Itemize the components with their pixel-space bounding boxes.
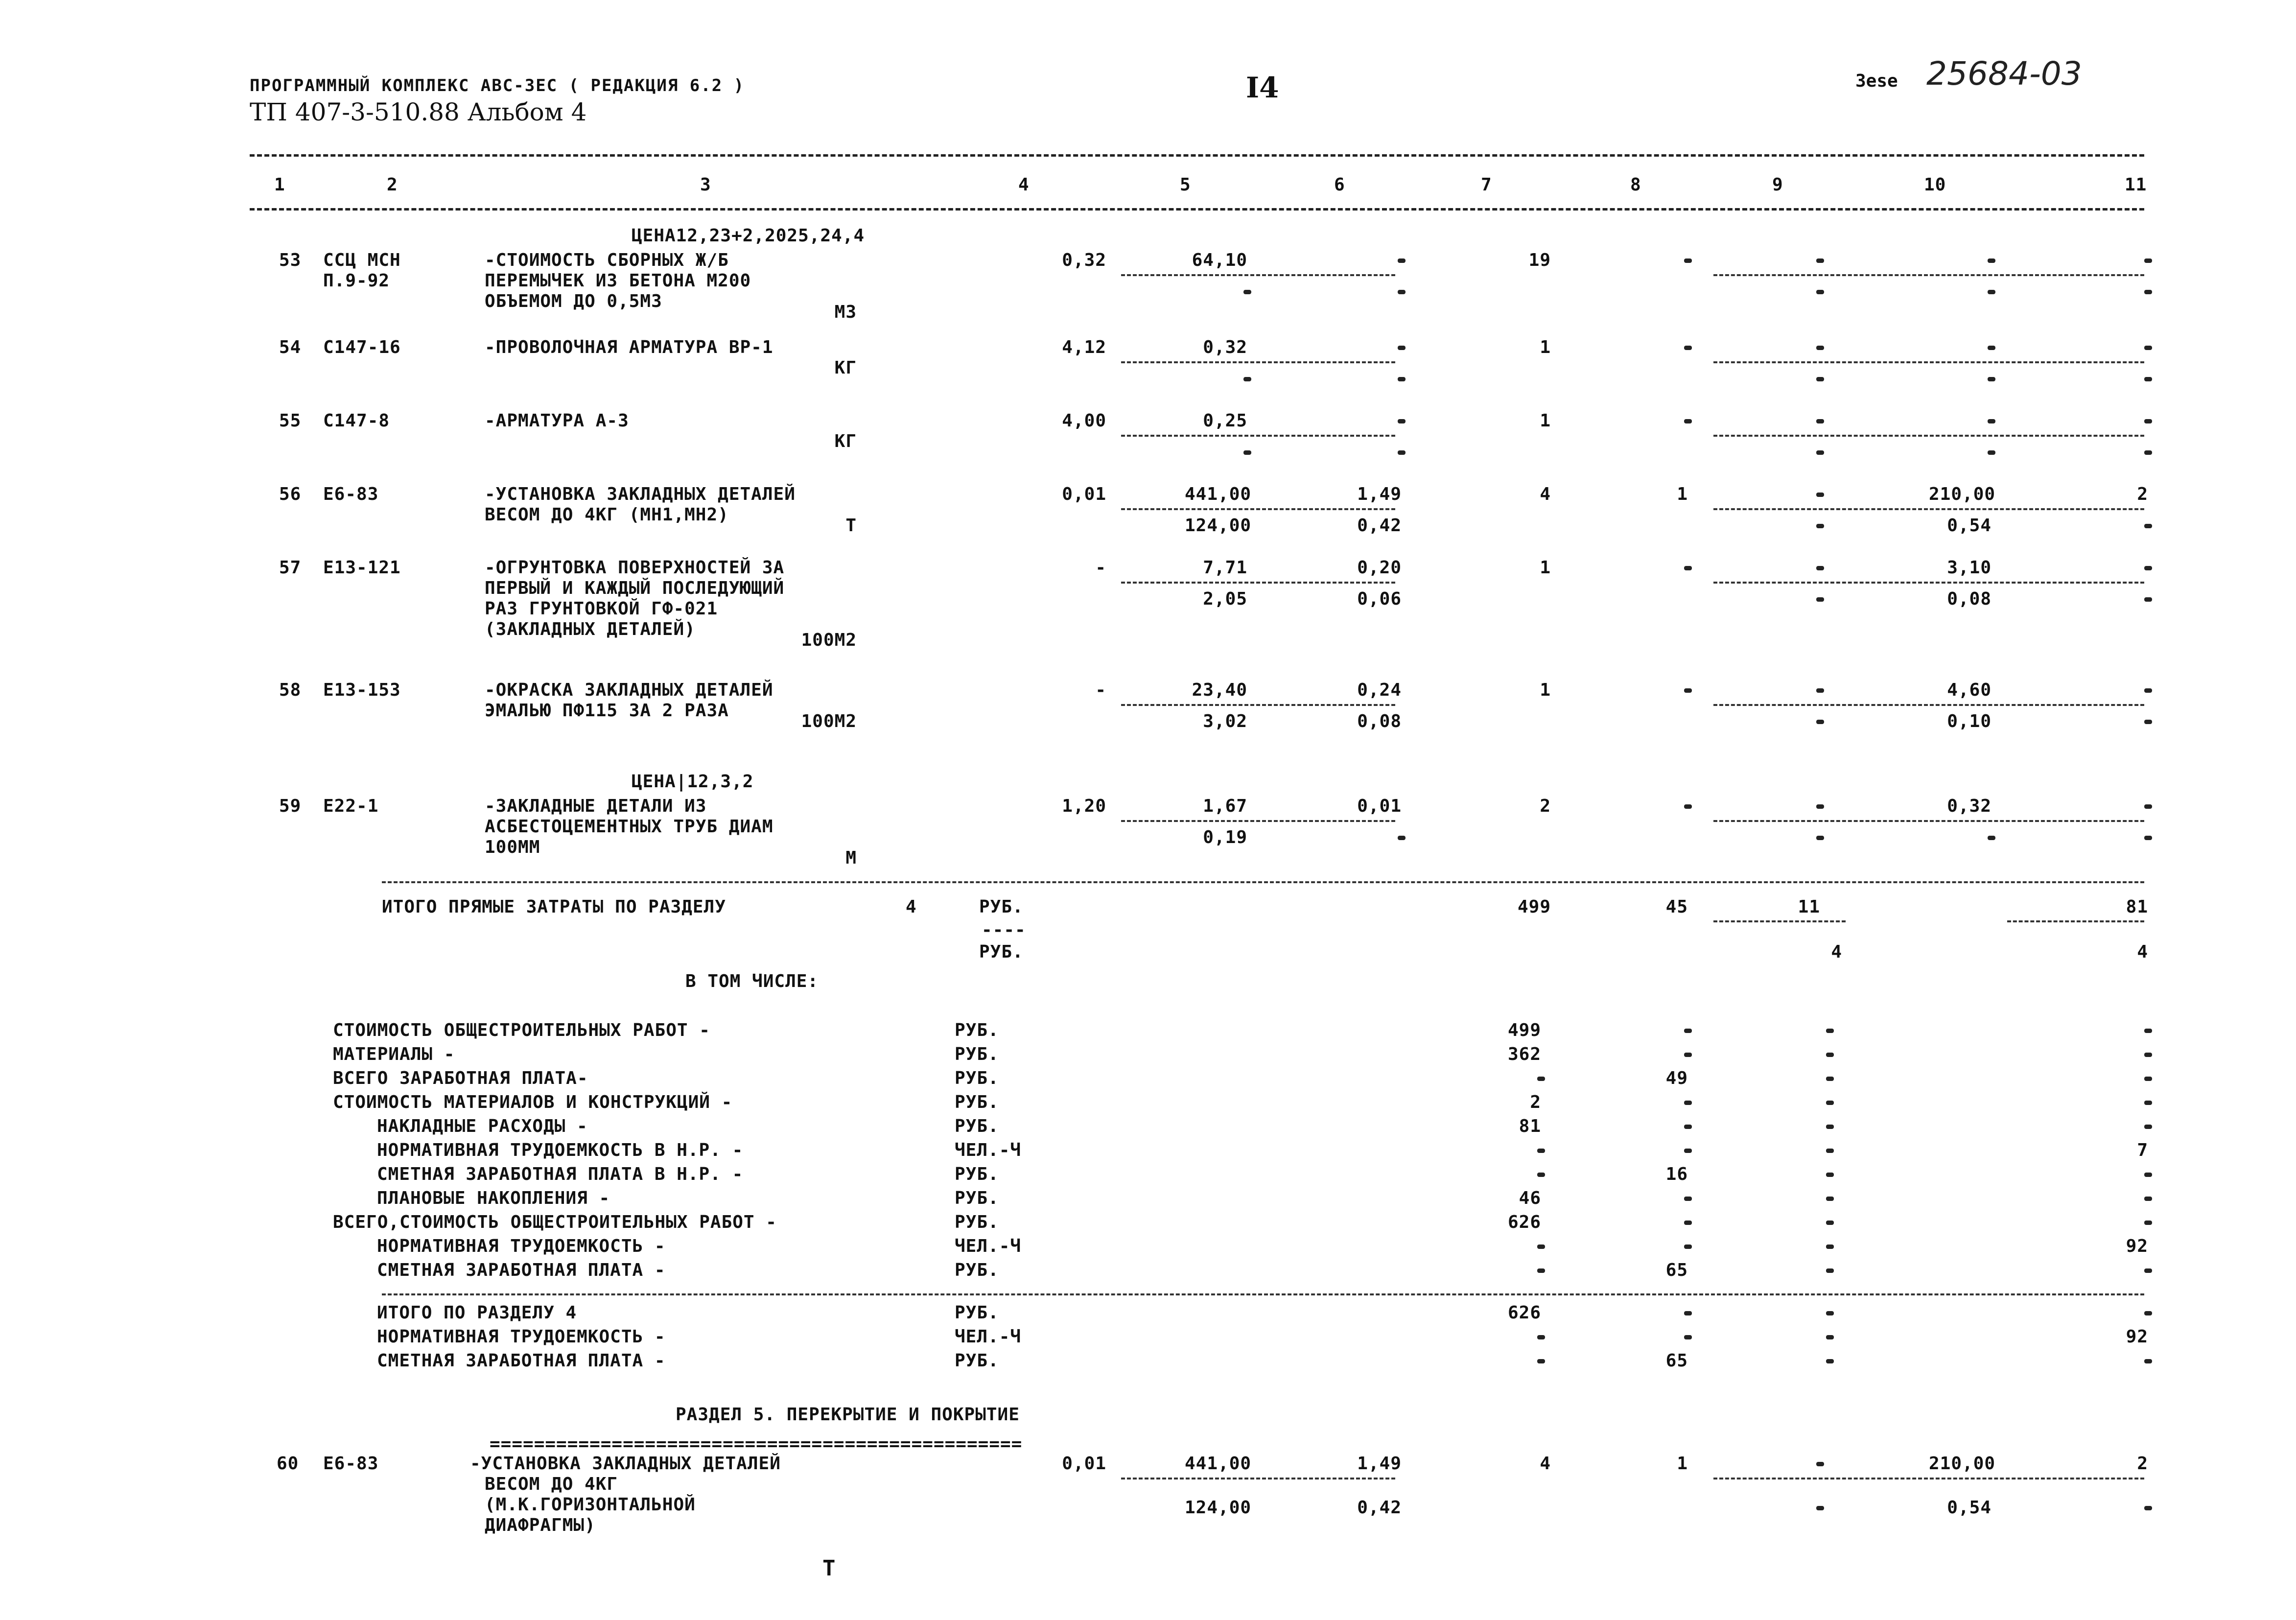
summary-cost-dash <box>1537 1244 1545 1249</box>
work-description: ПЕРВЫЙ И КАЖДЫЙ ПОСЛЕДУЮЩИЙ <box>485 578 785 598</box>
summary-cost: 2 <box>1530 1092 1541 1112</box>
total-wage-dash <box>1684 419 1692 423</box>
labour-hours-b-dash <box>2144 450 2152 455</box>
summary-line-label: СМЕТНАЯ ЗАРАБОТНАЯ ПЛАТА - <box>377 1260 666 1280</box>
direct-machine: 11 <box>1798 897 1820 917</box>
cell-separator <box>1713 508 2144 510</box>
including-label: В ТОМ ЧИСЛЕ: <box>685 971 819 991</box>
labour-hours: 2 <box>2137 484 2148 504</box>
unit-wage-b: 0,42 <box>1357 1498 1402 1518</box>
work-description: -ПРОВОЛОЧНАЯ АРМАТУРА ВР-1 <box>485 337 773 357</box>
cell-separator <box>1713 820 2144 822</box>
program-header: ПРОГРАММНЫЙ КОМПЛЕКС АВС-ЗЕС ( РЕДАКЦИЯ 6.2 ) <box>250 76 745 95</box>
section-total-machine-dash <box>1826 1335 1834 1339</box>
unit-price-b: 0,19 <box>1203 827 1247 847</box>
materials-weight: 210,00 <box>1929 1454 1996 1474</box>
cell-separator <box>1121 820 1395 822</box>
direct-hours: 81 <box>2126 897 2148 917</box>
doc-label: 3ese <box>1855 71 1898 91</box>
cell-separator <box>1121 435 1395 437</box>
column-header-rule <box>250 208 2144 211</box>
summary-line-label: НОРМАТИВНАЯ ТРУДОЕМКОСТЬ В Н.Р. - <box>377 1140 744 1160</box>
summary-line-unit: РУБ. <box>955 1092 999 1112</box>
summary-line-label: НАКЛАДНЫЕ РАСХОДЫ - <box>377 1116 588 1136</box>
norm-code: Е13-121 <box>323 558 401 578</box>
column-header-5: 5 <box>1180 175 1191 195</box>
unit-price-b-dash <box>1243 290 1251 294</box>
summary-line-label: ВСЕГО,СТОИМОСТЬ ОБЩЕСТРОИТЕЛЬНЫХ РАБОТ - <box>333 1212 777 1232</box>
unit-wage: 1,49 <box>1357 1454 1402 1474</box>
cell-separator <box>1121 361 1395 363</box>
summary-hours-dash <box>2144 1221 2152 1225</box>
cell-separator <box>1121 582 1395 584</box>
quantity: - <box>1095 680 1106 700</box>
work-description: -УСТАНОВКА ЗАКЛАДНЫХ ДЕТАЛЕЙ <box>470 1454 781 1474</box>
materials-weight: 210,00 <box>1929 484 1996 504</box>
work-description: ПЕРЕМЫЧЕК ИЗ БЕТОНА М200 <box>485 271 751 291</box>
column-header-9: 9 <box>1772 175 1783 195</box>
total-cost: 1 <box>1540 337 1551 357</box>
summary-wage: 65 <box>1665 1260 1688 1280</box>
section-total-rule <box>382 1293 2144 1295</box>
cell-separator <box>1713 1478 2144 1479</box>
norm-code: Е13-153 <box>323 680 401 700</box>
norm-code: Е22-1 <box>323 796 379 816</box>
currency-unit: РУБ. <box>979 942 1024 962</box>
unit-price-b: 124,00 <box>1185 516 1252 536</box>
unit-price: 64,10 <box>1192 250 1247 270</box>
summary-machine-dash <box>1826 1149 1834 1153</box>
machine-cost-dash <box>1816 804 1824 809</box>
labour-hours-b-dash <box>2144 290 2152 294</box>
direct-machine-wage: 4 <box>1831 942 1842 962</box>
work-description: ВЕСОМ ДО 4КГ <box>485 1474 618 1494</box>
direct-hours-b: 4 <box>2137 942 2148 962</box>
total-cost: 1 <box>1540 411 1551 431</box>
unit-wage-b-dash <box>1398 377 1406 381</box>
unit-wage: 0,20 <box>1357 558 1402 578</box>
summary-line-unit: РУБ. <box>955 1068 999 1088</box>
section-total-wage-dash <box>1684 1311 1692 1315</box>
summary-cost: 626 <box>1507 1212 1541 1232</box>
unit-price: 0,25 <box>1203 411 1247 431</box>
summary-machine-dash <box>1826 1244 1834 1249</box>
doc-number: 25684-03 <box>1926 55 2082 93</box>
materials-weight-b: 0,54 <box>1947 1498 1991 1518</box>
summary-line-label: ВСЕГО ЗАРАБОТНАЯ ПЛАТА- <box>333 1068 588 1088</box>
materials-weight-b-dash <box>1988 836 1995 840</box>
materials-weight-b: 0,54 <box>1947 516 1991 536</box>
materials-weight-dash <box>1988 419 1995 423</box>
total-wage: 1 <box>1677 484 1688 504</box>
summary-cost: 81 <box>1519 1116 1541 1136</box>
unit-of-measure: КГ <box>834 358 857 378</box>
unit-price: 1,67 <box>1203 796 1247 816</box>
labour-hours-b-dash <box>2144 524 2152 528</box>
column-header-7: 7 <box>1481 175 1492 195</box>
summary-line-unit: РУБ. <box>955 1020 999 1040</box>
summary-line-unit: РУБ. <box>955 1212 999 1232</box>
summary-hours-dash <box>2144 1029 2152 1033</box>
materials-weight-b-dash <box>1988 450 1995 455</box>
labour-hours-b-dash <box>2144 720 2152 724</box>
summary-machine-dash <box>1826 1173 1834 1177</box>
cell-separator <box>1713 920 1846 922</box>
summary-wage-dash <box>1684 1101 1692 1105</box>
machine-cost-b-dash <box>1816 836 1824 840</box>
total-wage-dash <box>1684 804 1692 809</box>
summary-line-unit: ЧЕЛ.-Ч <box>955 1236 1022 1256</box>
cell-separator <box>1121 704 1395 706</box>
direct-costs-label: ИТОГО ПРЯМЫЕ ЗАТРАТЫ ПО РАЗДЕЛУ <box>382 897 726 917</box>
column-header-6: 6 <box>1334 175 1345 195</box>
row-number: 56 <box>279 484 302 504</box>
labour-hours-b-dash <box>2144 597 2152 602</box>
machine-cost-dash <box>1816 566 1824 570</box>
machine-cost-b-dash <box>1816 597 1824 602</box>
machine-cost-b-dash <box>1816 1506 1824 1510</box>
cell-separator <box>2007 920 2144 922</box>
total-cost: 2 <box>1540 796 1551 816</box>
unit-of-measure: М <box>845 848 857 868</box>
unit-price-b-dash <box>1243 377 1251 381</box>
section-total-hours-dash <box>2144 1359 2152 1363</box>
cell-separator <box>1713 361 2144 363</box>
summary-hours-dash <box>2144 1053 2152 1057</box>
summary-cost-dash <box>1537 1268 1545 1273</box>
total-cost: 1 <box>1540 558 1551 578</box>
unit-wage-b: 0,42 <box>1357 516 1402 536</box>
summary-machine-dash <box>1826 1221 1834 1225</box>
row-number: 54 <box>279 337 302 357</box>
unit-price: 23,40 <box>1192 680 1247 700</box>
labour-hours-dash <box>2144 346 2152 350</box>
total-cost: 1 <box>1540 680 1551 700</box>
labour-hours-b-dash <box>2144 1506 2152 1510</box>
column-header-8: 8 <box>1630 175 1641 195</box>
labour-hours-dash <box>2144 804 2152 809</box>
column-header-10: 10 <box>1924 175 1946 195</box>
materials-weight-b: 0,10 <box>1947 711 1991 731</box>
machine-cost-dash <box>1816 493 1824 497</box>
summary-machine-dash <box>1826 1268 1834 1273</box>
norm-code: С147-8 <box>323 411 390 431</box>
totals-rule <box>382 881 2144 883</box>
direct-wage: 45 <box>1665 897 1688 917</box>
summary-hours-dash <box>2144 1101 2152 1105</box>
summary-line-unit: ЧЕЛ.-Ч <box>955 1140 1022 1160</box>
summary-cost: 46 <box>1519 1188 1541 1208</box>
machine-cost-b-dash <box>1816 450 1824 455</box>
summary-machine-dash <box>1826 1077 1834 1081</box>
labour-hours-dash <box>2144 566 2152 570</box>
unit-wage: 0,24 <box>1357 680 1402 700</box>
summary-machine-dash <box>1826 1053 1834 1057</box>
work-description: АСБЕСТОЦЕМЕНТНЫХ ТРУБ ДИАМ <box>485 817 773 837</box>
materials-weight: 3,10 <box>1947 558 1991 578</box>
materials-weight-dash <box>1988 258 1995 263</box>
summary-hours-dash <box>2144 1173 2152 1177</box>
row-number: 58 <box>279 680 302 700</box>
column-header-3: 3 <box>700 175 711 195</box>
summary-machine-dash <box>1826 1101 1834 1105</box>
project-code: ТП 407-3-510.88 Альбом 4 <box>250 98 587 126</box>
summary-wage-dash <box>1684 1053 1692 1057</box>
summary-line-label: СМЕТНАЯ ЗАРАБОТНАЯ ПЛАТА В Н.Р. - <box>377 1164 744 1184</box>
machine-cost-dash <box>1816 688 1824 693</box>
summary-line-label: СТОИМОСТЬ ОБЩЕСТРОИТЕЛЬНЫХ РАБОТ - <box>333 1020 710 1040</box>
machine-cost-b-dash <box>1816 524 1824 528</box>
summary-line-label: НОРМАТИВНАЯ ТРУДОЕМКОСТЬ - <box>377 1236 666 1256</box>
cell-separator <box>1121 274 1395 276</box>
materials-weight-b-dash <box>1988 290 1995 294</box>
section-total-unit: РУБ. <box>955 1351 999 1371</box>
column-header-11: 11 <box>2125 175 2147 195</box>
summary-hours: 92 <box>2126 1236 2148 1256</box>
unit-price-b: 3,02 <box>1203 711 1247 731</box>
unit-dashes: ---- <box>982 920 1026 940</box>
row-number: 53 <box>279 250 302 270</box>
total-wage-dash <box>1684 258 1692 263</box>
work-description: -АРМАТУРА А-3 <box>485 411 629 431</box>
norm-code: П.9-92 <box>323 271 390 291</box>
summary-line-unit: РУБ. <box>955 1164 999 1184</box>
section-total-hours-dash <box>2144 1311 2152 1315</box>
unit-wage: 1,49 <box>1357 484 1402 504</box>
machine-cost-b-dash <box>1816 290 1824 294</box>
section-number: 4 <box>906 897 917 917</box>
page-number: I4 <box>1246 71 1279 104</box>
work-description: ОБЪЕМОМ ДО 0,5М3 <box>485 291 662 311</box>
summary-wage-dash <box>1684 1149 1692 1153</box>
machine-cost-dash <box>1816 419 1824 423</box>
unit-price-b: 2,05 <box>1203 589 1247 609</box>
unit-wage-dash <box>1398 419 1406 423</box>
machine-cost-b-dash <box>1816 720 1824 724</box>
column-header-2: 2 <box>387 175 398 195</box>
summary-wage-dash <box>1684 1221 1692 1225</box>
norm-code: Е6-83 <box>323 1454 379 1474</box>
summary-line-label: ПЛАНОВЫЕ НАКОПЛЕНИЯ - <box>377 1188 610 1208</box>
unit-wage: 0,01 <box>1357 796 1402 816</box>
summary-line-unit: РУБ. <box>955 1116 999 1136</box>
unit-wage-dash <box>1398 258 1406 263</box>
section-total-machine-dash <box>1826 1311 1834 1315</box>
footer-mark: Т <box>822 1556 836 1581</box>
direct-total: 499 <box>1517 897 1551 917</box>
work-description: -СТОИМОСТЬ СБОРНЫХ Ж/Б <box>485 250 729 270</box>
section-total-cost: 626 <box>1507 1303 1541 1323</box>
quantity: 0,01 <box>1062 484 1106 504</box>
summary-machine-dash <box>1826 1197 1834 1201</box>
summary-wage: 49 <box>1665 1068 1688 1088</box>
unit-of-measure: М3 <box>834 302 857 322</box>
total-wage-dash <box>1684 346 1692 350</box>
materials-weight: 4,60 <box>1947 680 1991 700</box>
summary-line-label: СТОИМОСТЬ МАТЕРИАЛОВ И КОНСТРУКЦИЙ - <box>333 1092 733 1112</box>
summary-machine-dash <box>1826 1125 1834 1129</box>
total-cost: 4 <box>1540 484 1551 504</box>
summary-hours-dash <box>2144 1125 2152 1129</box>
work-description: (М.К.ГОРИЗОНТАЛЬНОЙ <box>485 1495 696 1515</box>
unit-price: 7,71 <box>1203 558 1247 578</box>
cell-separator <box>1121 508 1395 510</box>
unit-price: 0,32 <box>1203 337 1247 357</box>
price-ref: ЦЕНА|12,3,2 <box>632 772 754 792</box>
machine-cost-b-dash <box>1816 377 1824 381</box>
labour-hours-b-dash <box>2144 377 2152 381</box>
summary-cost-dash <box>1537 1077 1545 1081</box>
section-total-wage-dash <box>1684 1335 1692 1339</box>
norm-code: ССЦ МСН <box>323 250 401 270</box>
materials-weight-b: 0,08 <box>1947 589 1991 609</box>
cell-separator <box>1713 274 2144 276</box>
work-description: РАЗ ГРУНТОВКОЙ ГФ-021 <box>485 599 718 619</box>
summary-cost-dash <box>1537 1173 1545 1177</box>
work-description: 100ММ <box>485 837 540 857</box>
unit-price: 441,00 <box>1185 484 1252 504</box>
section-total-cost-dash <box>1537 1359 1545 1363</box>
summary-wage: 16 <box>1665 1164 1688 1184</box>
column-header-4: 4 <box>1018 175 1030 195</box>
summary-hours: 7 <box>2137 1140 2148 1160</box>
unit-price-b-dash <box>1243 450 1251 455</box>
summary-hours-dash <box>2144 1197 2152 1201</box>
summary-hours-dash <box>2144 1077 2152 1081</box>
section-total-label: НОРМАТИВНАЯ ТРУДОЕМКОСТЬ - <box>377 1327 666 1347</box>
table-top-rule <box>250 154 2144 157</box>
summary-line-unit: РУБ. <box>955 1260 999 1280</box>
norm-code: Е6-83 <box>323 484 379 504</box>
quantity: 0,01 <box>1062 1454 1106 1474</box>
total-cost: 19 <box>1528 250 1551 270</box>
section-5-title: РАЗДЕЛ 5. ПЕРЕКРЫТИЕ И ПОКРЫТИЕ <box>676 1405 1020 1425</box>
unit-wage-b-dash <box>1398 836 1406 840</box>
summary-wage-dash <box>1684 1125 1692 1129</box>
section-total-wage: 65 <box>1665 1351 1688 1371</box>
work-description: -ЗАКЛАДНЫЕ ДЕТАЛИ ИЗ <box>485 796 707 816</box>
work-description: ВЕСОМ ДО 4КГ (МН1,МН2) <box>485 505 729 525</box>
row-number: 55 <box>279 411 302 431</box>
unit-price-b: 124,00 <box>1185 1498 1252 1518</box>
section-total-label: ИТОГО ПО РАЗДЕЛУ 4 <box>377 1303 577 1323</box>
total-wage: 1 <box>1677 1454 1688 1474</box>
total-wage-dash <box>1684 688 1692 693</box>
cell-separator <box>1121 1478 1395 1479</box>
quantity: 4,00 <box>1062 411 1106 431</box>
summary-hours-dash <box>2144 1268 2152 1273</box>
section-total-unit: ЧЕЛ.-Ч <box>955 1327 1022 1347</box>
unit-wage-b-dash <box>1398 290 1406 294</box>
row-number: 60 <box>277 1454 299 1474</box>
unit-price: 441,00 <box>1185 1454 1252 1474</box>
summary-line-label: МАТЕРИАЛЫ - <box>333 1044 455 1064</box>
quantity: 0,32 <box>1062 250 1106 270</box>
column-header-1: 1 <box>274 175 285 195</box>
row-number: 59 <box>279 796 302 816</box>
summary-wage-dash <box>1684 1197 1692 1201</box>
work-description: (ЗАКЛАДНЫХ ДЕТАЛЕЙ) <box>485 619 696 639</box>
unit-of-measure: КГ <box>834 431 857 451</box>
work-description: -ОКРАСКА ЗАКЛАДНЫХ ДЕТАЛЕЙ <box>485 680 773 700</box>
row-number: 57 <box>279 558 302 578</box>
summary-cost: 499 <box>1507 1020 1541 1040</box>
unit-of-measure: 100М2 <box>801 711 857 731</box>
total-cost: 4 <box>1540 1454 1551 1474</box>
summary-cost-dash <box>1537 1149 1545 1153</box>
section-total-machine-dash <box>1826 1359 1834 1363</box>
summary-cost: 362 <box>1507 1044 1541 1064</box>
machine-cost-dash <box>1816 1462 1824 1466</box>
labour-hours: 2 <box>2137 1454 2148 1474</box>
cell-separator <box>1713 704 2144 706</box>
summary-wage-dash <box>1684 1244 1692 1249</box>
unit-of-measure: 100М2 <box>801 630 857 650</box>
quantity: 1,20 <box>1062 796 1106 816</box>
work-description: ЭМАЛЬЮ ПФ115 ЗА 2 РАЗА <box>485 701 729 721</box>
section-total-hours: 92 <box>2126 1327 2148 1347</box>
quantity: - <box>1095 558 1106 578</box>
work-description: ДИАФРАГМЫ) <box>485 1515 596 1535</box>
materials-weight-b-dash <box>1988 377 1995 381</box>
work-description: -УСТАНОВКА ЗАКЛАДНЫХ ДЕТАЛЕЙ <box>485 484 796 504</box>
labour-hours-dash <box>2144 419 2152 423</box>
currency-unit: РУБ. <box>979 897 1024 917</box>
unit-wage-b: 0,08 <box>1357 711 1402 731</box>
labour-hours-dash <box>2144 258 2152 263</box>
summary-wage-dash <box>1684 1029 1692 1033</box>
unit-wage-dash <box>1398 346 1406 350</box>
unit-of-measure: Т <box>845 516 857 536</box>
section-5-underline: ================================================ <box>490 1434 1023 1454</box>
unit-wage-b: 0,06 <box>1357 589 1402 609</box>
section-total-cost-dash <box>1537 1335 1545 1339</box>
labour-hours-dash <box>2144 688 2152 693</box>
summary-line-unit: РУБ. <box>955 1188 999 1208</box>
labour-hours-b-dash <box>2144 836 2152 840</box>
materials-weight: 0,32 <box>1947 796 1991 816</box>
machine-cost-dash <box>1816 346 1824 350</box>
price-ref: ЦЕНА12,23+2,2025,24,4 <box>632 226 865 246</box>
summary-line-unit: РУБ. <box>955 1044 999 1064</box>
cell-separator <box>1713 435 2144 437</box>
cell-separator <box>1713 582 2144 584</box>
section-total-unit: РУБ. <box>955 1303 999 1323</box>
summary-machine-dash <box>1826 1029 1834 1033</box>
norm-code: С147-16 <box>323 337 401 357</box>
unit-wage-b-dash <box>1398 450 1406 455</box>
total-wage-dash <box>1684 566 1692 570</box>
machine-cost-dash <box>1816 258 1824 263</box>
quantity: 4,12 <box>1062 337 1106 357</box>
section-total-label: СМЕТНАЯ ЗАРАБОТНАЯ ПЛАТА - <box>377 1351 666 1371</box>
materials-weight-dash <box>1988 346 1995 350</box>
work-description: -ОГРУНТОВКА ПОВЕРХНОСТЕЙ ЗА <box>485 558 785 578</box>
